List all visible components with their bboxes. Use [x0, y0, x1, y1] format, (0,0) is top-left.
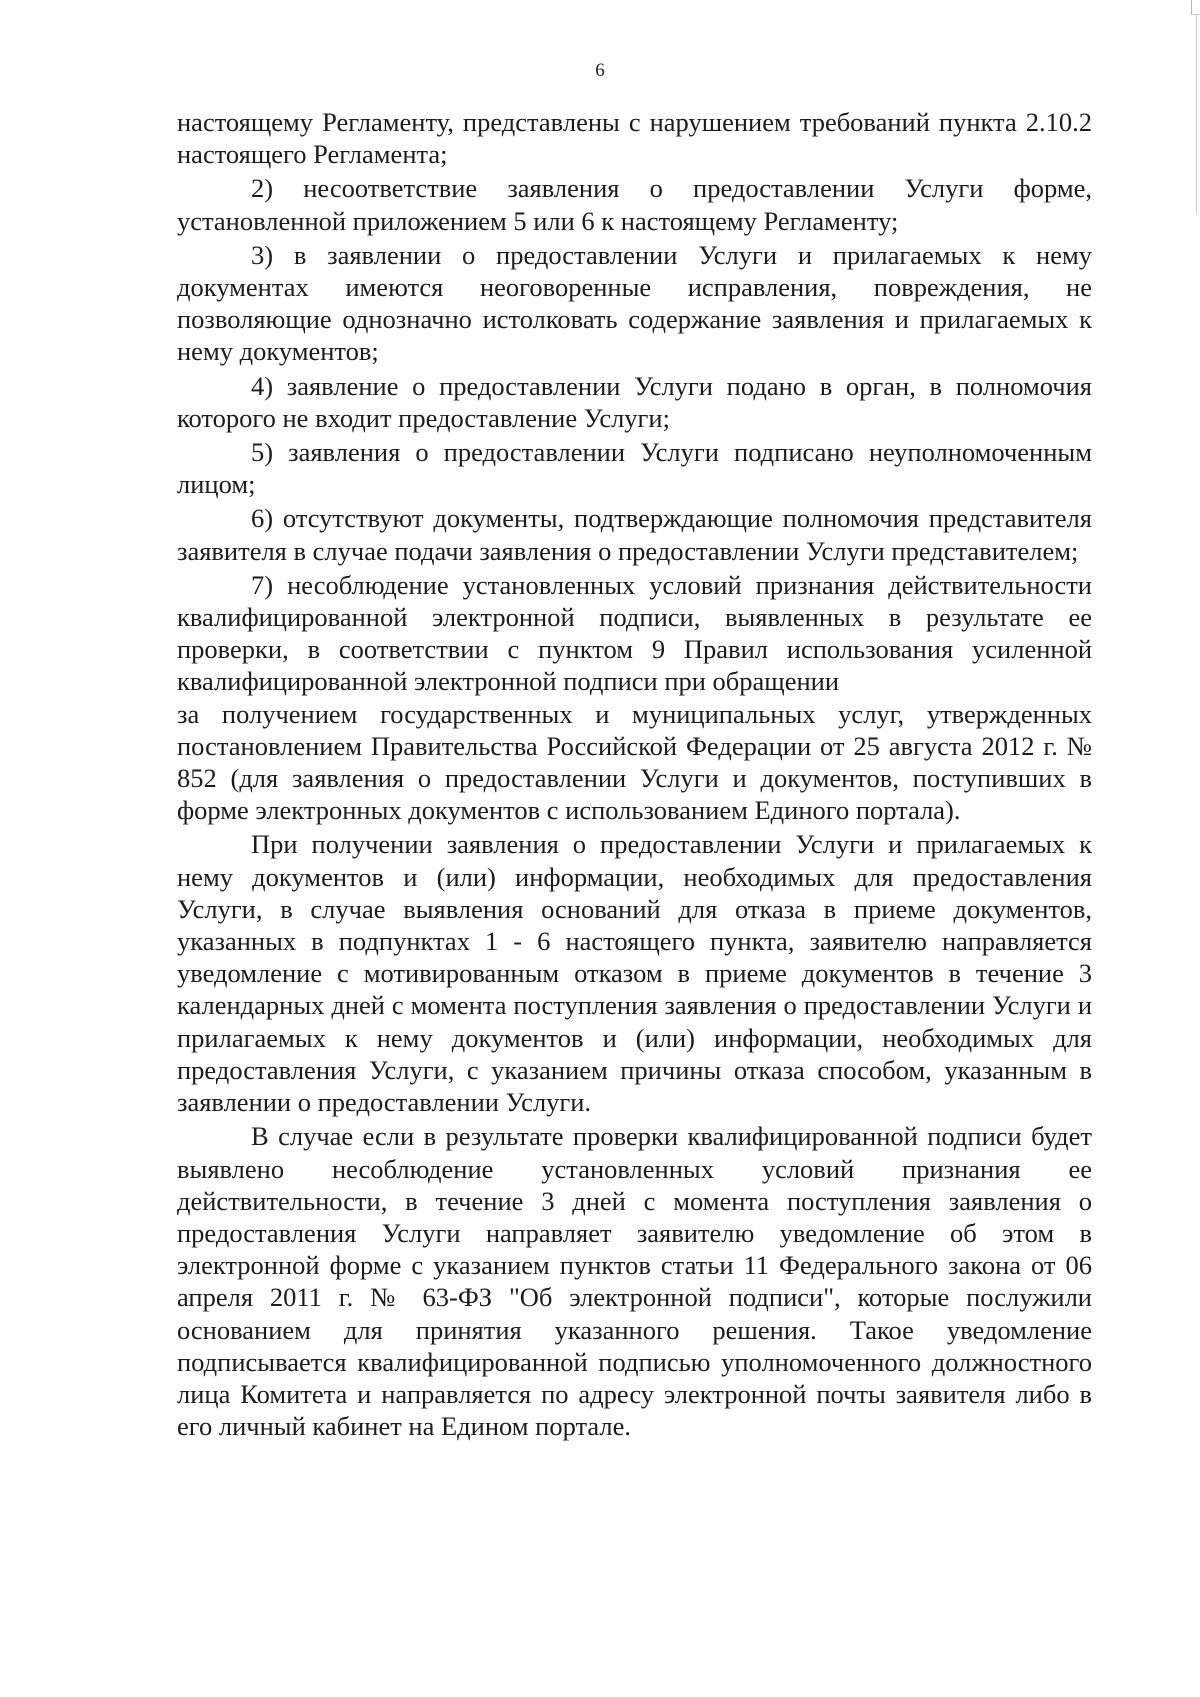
page-number: 6	[595, 60, 605, 81]
list-item-6: 6) отсутствуют документы, подтверждающие полномочия представителя заявителя в случае подачи заявления о предоставлении Услуги представителем;	[177, 503, 1092, 566]
scan-edge-line	[1196, 14, 1197, 214]
list-item-5: 5) заявления о предоставлении Услуги подписано неуполномоченным лицом;	[177, 437, 1092, 500]
paragraph-refusal-notice: При получении заявления о предоставлении Услуги и прилагаемых к нему документов и (или) информации, необходимых для предоставления Услуги, в случае выявления оснований для отказа в приеме документов, указанных в подпунктах 1 - 6 настоящего пункта, заявителю направляется уведомление с мотивированным отказом в приеме документов в течение 3 календарных дней с момента поступления заявления о предоставлении Услуги и прилагаемых к нему документов и (или) информации, необходимых для предоставления Услуги, с указанием причины отказа способом, указанным в заявлении о предоставлении Услуги.	[177, 829, 1092, 1118]
paragraph-continuation: настоящему Регламенту, представлены с нарушением требований пункта 2.10.2 настоящего Регламента;	[177, 107, 1092, 170]
document-body	[177, 106, 1092, 1442]
scan-edge-mark	[1191, 0, 1200, 15]
list-item-4: 4) заявление о предоставлении Услуги подано в орган, в полномочия которого не входит предоставление Услуги;	[177, 370, 1092, 433]
list-item-7-continuation: за получением государственных и муниципальных услуг, утвержденных постановлением Правительства Российской Федерации от 25 августа 2012 г. № 852 (для заявления о предоставлении Услуги и документов, поступивших в форме электронных документов с использованием Единого портала).	[177, 698, 1092, 826]
list-item-7: 7) несоблюдение установленных условий признания действительности квалифицированной электронной подписи, выявленных в результате ее проверки, в соответствии с пунктом 9 Правил использования усиленной квалифицированной электронной подписи при обращении	[177, 569, 1092, 697]
paragraph-signature-check: В случае если в результате проверки квалифицированной подписи будет выявлено несоблюдение установленных условий признания ее действительности, в течение 3 дней с момента поступления заявления о предоставления Услуги направляет заявителю уведомление об этом в электронной форме с указанием пунктов статьи 11 Федерального закона от 06 апреля 2011 г. № 63-ФЗ "Об электронной подписи", которые послужили основанием для принятия указанного решения. Такое уведомление подписывается квалифицированной подписью уполномоченного должностного лица Комитета и направляется по адресу электронной почты заявителя либо в его личный кабинет на Едином портале.	[177, 1121, 1092, 1442]
list-item-2: 2) несоответствие заявления о предоставлении Услуги форме, установленной приложением 5 или 6 к настоящему Регламенту;	[177, 173, 1092, 236]
list-item-3: 3) в заявлении о предоставлении Услуги и прилагаемых к нему документах имеются неоговоренные исправления, повреждения, не позволяющие однозначно истолковать содержание заявления и прилагаемых к нему документов;	[177, 239, 1092, 367]
